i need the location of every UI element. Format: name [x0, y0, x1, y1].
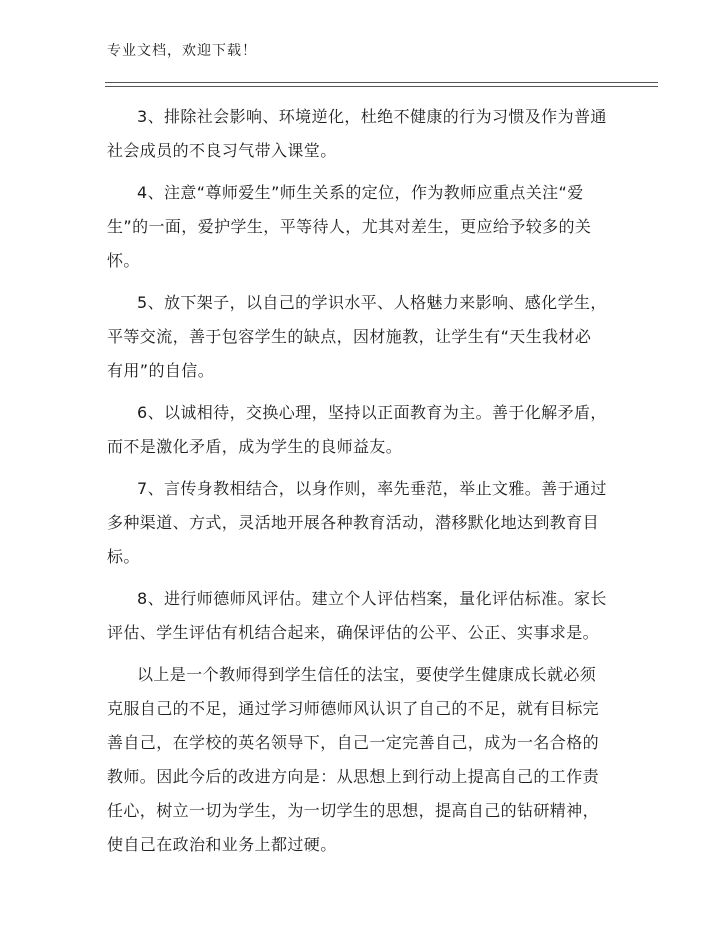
paragraph-line: 善自己，在学校的英名领导下，自己一定完善自己，成为一名合格的 [107, 733, 600, 752]
paragraph-line: 怀。 [107, 251, 140, 270]
paragraph-line: 6、以诚相待，交换心理，坚持以正面教育为主。善于化解矛盾， [137, 403, 607, 422]
paragraph-item-8 [107, 582, 667, 650]
paragraph-line: 社会成员的不良习气带入课堂。 [107, 141, 337, 160]
paragraph-item-6 [107, 396, 667, 464]
header-divider-bottom [105, 86, 658, 87]
paragraph-line: 5、放下架子，以自己的学识水平、人格魅力来影响、感化学生， [137, 293, 607, 312]
paragraph-line: 任心，树立一切为学生，为一切学生的思想，提高自己的钻研精神， [107, 801, 600, 820]
paragraph-line: 有用”的自信。 [107, 361, 215, 380]
paragraph-conclusion [107, 658, 667, 862]
paragraph-item-4 [107, 176, 667, 278]
paragraph-line: 教师。因此今后的改进方向是：从思想上到行动上提高自己的工作责 [107, 767, 600, 786]
paragraph-item-5 [107, 286, 667, 388]
paragraph-line: 生”的一面，爱护学生，平等待人，尤其对差生，更应给予较多的关 [107, 217, 592, 236]
paragraph-line: 而不是激化矛盾，成为学生的良师益友。 [107, 437, 403, 456]
paragraph-line: 标。 [107, 547, 140, 566]
paragraph-line: 平等交流，善于包容学生的缺点，因材施教，让学生有“天生我材必 [107, 327, 592, 346]
paragraph-line: 克服自己的不足，通过学习师德师风认识了自己的不足，就有目标完 [107, 699, 600, 718]
paragraph-item-7 [107, 472, 667, 574]
paragraph-line: 8、进行师德师风评估。建立个人评估档案，量化评估标准。家长 [137, 589, 607, 608]
paragraph-line: 使自己在政治和业务上都过硬。 [107, 835, 337, 854]
document-body [107, 100, 667, 862]
paragraph-line: 3、排除社会影响、环境逆化，杜绝不健康的行为习惯及作为普通 [137, 107, 607, 126]
paragraph-item-3 [107, 100, 667, 168]
document-header: 专业文档，欢迎下载！ [107, 43, 257, 59]
paragraph-line: 多种渠道、方式，灵活地开展各种教育活动，潜移默化地达到教育目 [107, 513, 600, 532]
paragraph-line: 评估、学生评估有机结合起来，确保评估的公平、公正、实事求是。 [107, 623, 600, 642]
paragraph-line: 4、注意“尊师爱生”师生关系的定位，作为教师应重点关注“爱 [137, 183, 584, 202]
header-divider-top [105, 82, 658, 83]
paragraph-line: 7、言传身教相结合，以身作则，率先垂范，举止文雅。善于通过 [137, 479, 607, 498]
paragraph-line: 以上是一个教师得到学生信任的法宝，要使学生健康成长就必须 [137, 665, 597, 684]
